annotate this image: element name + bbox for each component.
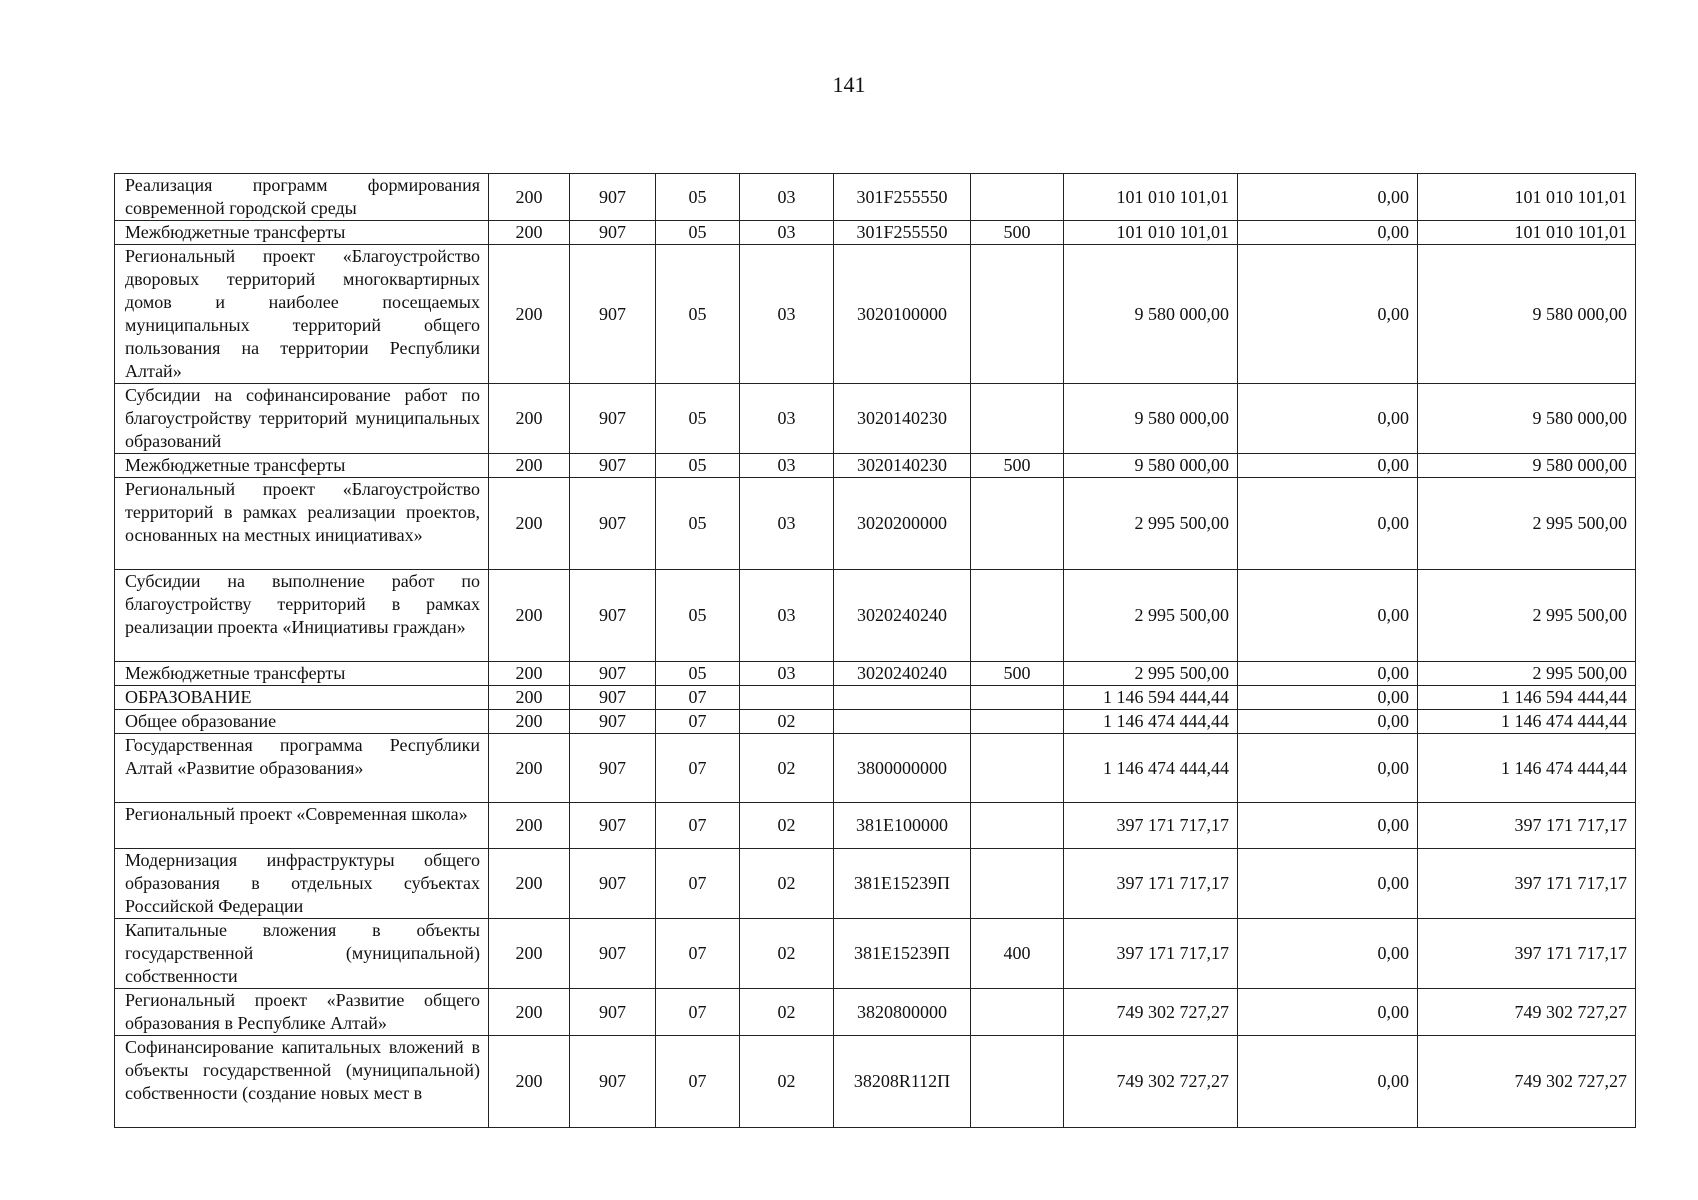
row-name-cell: Региональный проект «Благоустройство дворовых территорий многоквартирных домов и наиболее посещаемых муниципальных территорий общего пользования на территории Республики Алтай» (115, 245, 489, 384)
ved-code-cell: 907 (570, 454, 656, 478)
row-name-cell: Межбюджетные трансферты (115, 221, 489, 245)
pr-code-cell: 03 (740, 174, 834, 221)
total-cell: 9 580 000,00 (1418, 454, 1636, 478)
csr-code-cell: 3020140230 (834, 384, 971, 454)
pr-code-cell: 03 (740, 454, 834, 478)
total-cell: 9 580 000,00 (1418, 384, 1636, 454)
vr-code-cell (971, 1036, 1064, 1128)
csr-code-cell: 3020100000 (834, 245, 971, 384)
pr-code-cell: 03 (740, 478, 834, 570)
amount-cell: 749 302 727,27 (1064, 1036, 1238, 1128)
ved-code-cell: 907 (570, 734, 656, 803)
total-cell: 1 146 474 444,44 (1418, 734, 1636, 803)
vr-code-cell (971, 245, 1064, 384)
vr-code-cell: 400 (971, 919, 1064, 989)
amount-cell: 1 146 474 444,44 (1064, 734, 1238, 803)
change-cell: 0,00 (1238, 919, 1418, 989)
csr-code-cell: 381E100000 (834, 803, 971, 849)
total-cell: 749 302 727,27 (1418, 989, 1636, 1036)
change-cell: 0,00 (1238, 662, 1418, 686)
vr-code-cell (971, 710, 1064, 734)
row-name-cell: Государственная программа Республики Алтай «Развитие образования» (115, 734, 489, 803)
vr-code-cell (971, 989, 1064, 1036)
pr-code-cell: 02 (740, 849, 834, 919)
table-row (115, 662, 1636, 686)
rz-code-cell: 05 (656, 478, 740, 570)
rz-code-cell: 05 (656, 454, 740, 478)
ved-code-cell: 907 (570, 1036, 656, 1128)
ved-code-cell: 907 (570, 570, 656, 662)
total-cell: 1 146 594 444,44 (1418, 686, 1636, 710)
table-row (115, 803, 1636, 849)
gr-code-cell: 200 (489, 849, 570, 919)
table-row (115, 478, 1636, 570)
change-cell: 0,00 (1238, 221, 1418, 245)
row-name-cell: Межбюджетные трансферты (115, 454, 489, 478)
change-cell: 0,00 (1238, 710, 1418, 734)
gr-code-cell: 200 (489, 710, 570, 734)
rz-code-cell: 07 (656, 686, 740, 710)
amount-cell: 1 146 474 444,44 (1064, 710, 1238, 734)
rz-code-cell: 07 (656, 710, 740, 734)
pr-code-cell: 03 (740, 662, 834, 686)
pr-code-cell (740, 686, 834, 710)
row-name-cell: Субсидии на софинансирование работ по благоустройству территорий муниципальных образований (115, 384, 489, 454)
table-row (115, 849, 1636, 919)
csr-code-cell: 3800000000 (834, 734, 971, 803)
change-cell: 0,00 (1238, 734, 1418, 803)
ved-code-cell: 907 (570, 686, 656, 710)
table-row (115, 245, 1636, 384)
csr-code-cell: 3020240240 (834, 570, 971, 662)
amount-cell: 9 580 000,00 (1064, 454, 1238, 478)
gr-code-cell: 200 (489, 734, 570, 803)
table-row (115, 686, 1636, 710)
csr-code-cell: 301F255550 (834, 174, 971, 221)
gr-code-cell: 200 (489, 245, 570, 384)
change-cell: 0,00 (1238, 686, 1418, 710)
budget-table (114, 173, 1636, 1128)
rz-code-cell: 07 (656, 803, 740, 849)
rz-code-cell: 07 (656, 734, 740, 803)
pr-code-cell: 03 (740, 245, 834, 384)
pr-code-cell: 02 (740, 1036, 834, 1128)
rz-code-cell: 05 (656, 570, 740, 662)
amount-cell: 101 010 101,01 (1064, 174, 1238, 221)
rz-code-cell: 07 (656, 989, 740, 1036)
row-name-cell: Общее образование (115, 710, 489, 734)
pr-code-cell: 02 (740, 734, 834, 803)
rz-code-cell: 05 (656, 245, 740, 384)
change-cell: 0,00 (1238, 245, 1418, 384)
rz-code-cell: 05 (656, 662, 740, 686)
amount-cell: 9 580 000,00 (1064, 384, 1238, 454)
rz-code-cell: 07 (656, 849, 740, 919)
amount-cell: 397 171 717,17 (1064, 803, 1238, 849)
table-row (115, 1036, 1636, 1128)
amount-cell: 2 995 500,00 (1064, 478, 1238, 570)
gr-code-cell: 200 (489, 384, 570, 454)
pr-code-cell: 02 (740, 989, 834, 1036)
rz-code-cell: 05 (656, 384, 740, 454)
amount-cell: 2 995 500,00 (1064, 662, 1238, 686)
ved-code-cell: 907 (570, 384, 656, 454)
gr-code-cell: 200 (489, 478, 570, 570)
csr-code-cell: 3020200000 (834, 478, 971, 570)
table-row (115, 710, 1636, 734)
change-cell: 0,00 (1238, 570, 1418, 662)
change-cell: 0,00 (1238, 989, 1418, 1036)
table-row (115, 734, 1636, 803)
table-row (115, 174, 1636, 221)
gr-code-cell: 200 (489, 454, 570, 478)
amount-cell: 101 010 101,01 (1064, 221, 1238, 245)
total-cell: 101 010 101,01 (1418, 174, 1636, 221)
change-cell: 0,00 (1238, 803, 1418, 849)
total-cell: 101 010 101,01 (1418, 221, 1636, 245)
gr-code-cell: 200 (489, 1036, 570, 1128)
csr-code-cell (834, 686, 971, 710)
total-cell: 749 302 727,27 (1418, 1036, 1636, 1128)
total-cell: 397 171 717,17 (1418, 803, 1636, 849)
amount-cell: 397 171 717,17 (1064, 849, 1238, 919)
row-name-cell: Реализация программ формирования современной городской среды (115, 174, 489, 221)
ved-code-cell: 907 (570, 710, 656, 734)
table-row (115, 570, 1636, 662)
pr-code-cell: 02 (740, 710, 834, 734)
row-name-cell: ОБРАЗОВАНИЕ (115, 686, 489, 710)
total-cell: 2 995 500,00 (1418, 570, 1636, 662)
pr-code-cell: 02 (740, 919, 834, 989)
gr-code-cell: 200 (489, 989, 570, 1036)
table-row (115, 384, 1636, 454)
change-cell: 0,00 (1238, 478, 1418, 570)
pr-code-cell: 03 (740, 384, 834, 454)
ved-code-cell: 907 (570, 662, 656, 686)
change-cell: 0,00 (1238, 384, 1418, 454)
amount-cell: 1 146 594 444,44 (1064, 686, 1238, 710)
total-cell: 2 995 500,00 (1418, 478, 1636, 570)
vr-code-cell: 500 (971, 662, 1064, 686)
table-row (115, 989, 1636, 1036)
csr-code-cell: 38208R112П (834, 1036, 971, 1128)
table-row (115, 221, 1636, 245)
gr-code-cell: 200 (489, 221, 570, 245)
page-number: 141 (832, 72, 866, 97)
csr-code-cell: 301F255550 (834, 221, 971, 245)
vr-code-cell (971, 686, 1064, 710)
pr-code-cell: 03 (740, 570, 834, 662)
gr-code-cell: 200 (489, 570, 570, 662)
table-row (115, 454, 1636, 478)
vr-code-cell: 500 (971, 454, 1064, 478)
row-name-cell: Региональный проект «Современная школа» (115, 803, 489, 849)
ved-code-cell: 907 (570, 989, 656, 1036)
row-name-cell: Модернизация инфраструктуры общего образования в отдельных субъектах Российской Федерации (115, 849, 489, 919)
vr-code-cell (971, 384, 1064, 454)
ved-code-cell: 907 (570, 245, 656, 384)
total-cell: 397 171 717,17 (1418, 849, 1636, 919)
vr-code-cell (971, 478, 1064, 570)
total-cell: 1 146 474 444,44 (1418, 710, 1636, 734)
rz-code-cell: 05 (656, 221, 740, 245)
rz-code-cell: 07 (656, 1036, 740, 1128)
rz-code-cell: 05 (656, 174, 740, 221)
row-name-cell: Региональный проект «Развитие общего образования в Республике Алтай» (115, 989, 489, 1036)
row-name-cell: Субсидии на выполнение работ по благоустройству территорий в рамках реализации проекта «Инициативы граждан» (115, 570, 489, 662)
gr-code-cell: 200 (489, 686, 570, 710)
amount-cell: 9 580 000,00 (1064, 245, 1238, 384)
row-name-cell: Межбюджетные трансферты (115, 662, 489, 686)
csr-code-cell: 3020240240 (834, 662, 971, 686)
rz-code-cell: 07 (656, 919, 740, 989)
vr-code-cell: 500 (971, 221, 1064, 245)
vr-code-cell (971, 849, 1064, 919)
total-cell: 2 995 500,00 (1418, 662, 1636, 686)
csr-code-cell: 381E15239П (834, 919, 971, 989)
amount-cell: 2 995 500,00 (1064, 570, 1238, 662)
pr-code-cell: 02 (740, 803, 834, 849)
change-cell: 0,00 (1238, 174, 1418, 221)
ved-code-cell: 907 (570, 221, 656, 245)
gr-code-cell: 200 (489, 803, 570, 849)
change-cell: 0,00 (1238, 849, 1418, 919)
vr-code-cell (971, 803, 1064, 849)
change-cell: 0,00 (1238, 454, 1418, 478)
change-cell: 0,00 (1238, 1036, 1418, 1128)
gr-code-cell: 200 (489, 174, 570, 221)
row-name-cell: Капитальные вложения в объекты государственной (муниципальной) собственности (115, 919, 489, 989)
ved-code-cell: 907 (570, 849, 656, 919)
csr-code-cell (834, 710, 971, 734)
ved-code-cell: 907 (570, 478, 656, 570)
row-name-cell: Региональный проект «Благоустройство территорий в рамках реализации проектов, основанных на местных инициативах» (115, 478, 489, 570)
total-cell: 9 580 000,00 (1418, 245, 1636, 384)
ved-code-cell: 907 (570, 174, 656, 221)
csr-code-cell: 381E15239П (834, 849, 971, 919)
vr-code-cell (971, 174, 1064, 221)
csr-code-cell: 3820800000 (834, 989, 971, 1036)
ved-code-cell: 907 (570, 919, 656, 989)
vr-code-cell (971, 734, 1064, 803)
gr-code-cell: 200 (489, 662, 570, 686)
ved-code-cell: 907 (570, 803, 656, 849)
total-cell: 397 171 717,17 (1418, 919, 1636, 989)
vr-code-cell (971, 570, 1064, 662)
amount-cell: 397 171 717,17 (1064, 919, 1238, 989)
row-name-cell: Софинансирование капитальных вложений в объекты государственной (муниципальной) собственности (создание новых мест в (115, 1036, 489, 1128)
table-row (115, 919, 1636, 989)
pr-code-cell: 03 (740, 221, 834, 245)
amount-cell: 749 302 727,27 (1064, 989, 1238, 1036)
csr-code-cell: 3020140230 (834, 454, 971, 478)
gr-code-cell: 200 (489, 919, 570, 989)
